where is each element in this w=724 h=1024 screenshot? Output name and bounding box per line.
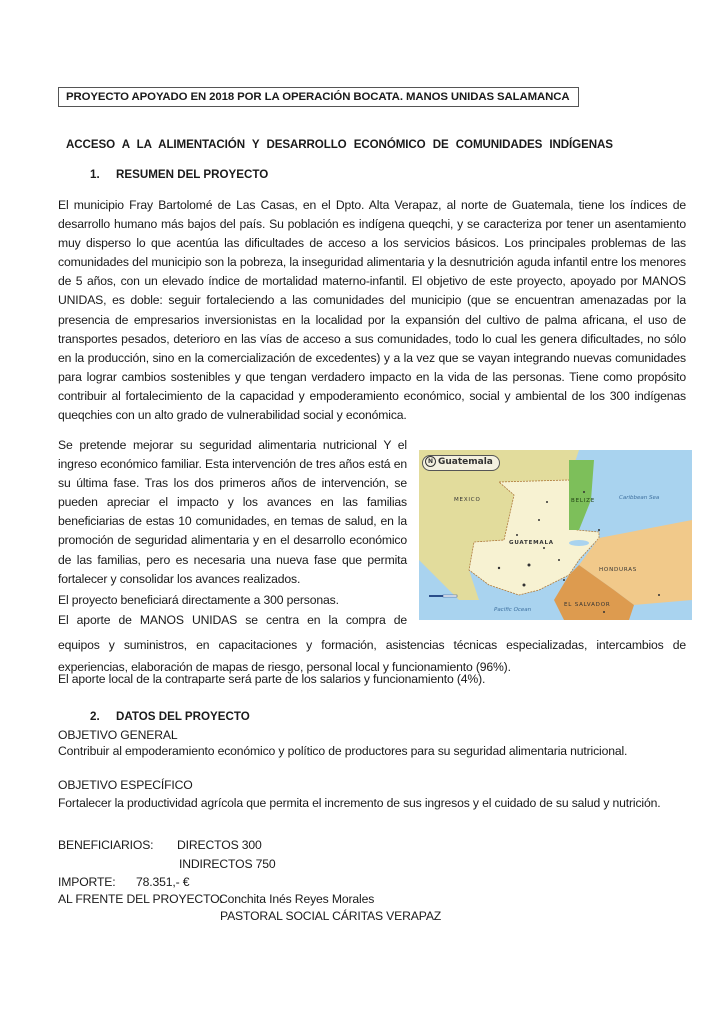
importe-value: 78.351,- €: [136, 875, 190, 889]
objetivo-especifico-text: Fortalecer la productividad agrícola que permita el incremento de sus ingresos y el cuidado de su salud y nutrición.: [58, 796, 661, 810]
section-2-heading: [90, 709, 250, 725]
guatemala-map: [419, 450, 692, 620]
map-label-honduras: HONDURAS: [599, 567, 638, 573]
map-label-caribbean: Caribbean Sea: [619, 495, 660, 501]
project-title: ACCESO A LA ALIMENTACIÓN Y DESARROLLO ECONÓMICO DE COMUNIDADES INDÍGENAS: [66, 138, 613, 151]
objetivo-general-label: OBJETIVO GENERAL: [58, 728, 178, 742]
summary-paragraph-2: [58, 436, 407, 589]
map-label-el-salvador: EL SALVADOR: [564, 602, 611, 608]
objetivo-especifico-label: OBJETIVO ESPECÍFICO: [58, 778, 193, 792]
map-label-guatemala: GUATEMALA: [509, 540, 554, 546]
north-badge-icon: N: [425, 456, 436, 467]
objetivo-general-text: Contribuir al empoderamiento económico y político de productores para su seguridad alimentaria nutricional.: [58, 744, 628, 758]
summary-paragraph-5: El aporte local de la contraparte será parte de los salarios y funcionamiento (4%).: [58, 672, 486, 686]
section-2-number: 2.: [90, 710, 100, 723]
importe-label: IMPORTE:: [58, 875, 116, 889]
organizacion-name: PASTORAL SOCIAL CÁRITAS VERAPAZ: [220, 909, 442, 923]
summary-paragraph-1: [58, 196, 686, 425]
summary-paragraph-3: El proyecto beneficiará directamente a 300 personas.: [58, 593, 339, 607]
beneficiarios-label: BENEFICIARIOS:: [58, 838, 154, 852]
al-frente-label: AL FRENTE DEL PROYECTO:: [58, 892, 223, 906]
responsable-name: Conchita Inés Reyes Morales: [219, 892, 375, 906]
map-label-belize: BELIZE: [571, 498, 595, 504]
beneficiarios-indirectos: INDIRECTOS 750: [179, 857, 276, 871]
section-1-number: 1.: [90, 168, 100, 181]
contribution-text: equipos y suministros, en capacitaciones y formación, asistencias técnicas especializadas, intercambios de experiencias, elaboración de mapas de riesgo, personal local y funcionamiento (96%).: [58, 638, 686, 674]
section-1-heading: [90, 167, 268, 183]
map-graphic: [419, 450, 692, 620]
map-label-pacific: Pacific Ocean: [494, 607, 532, 613]
map-label-mexico: MEXICO: [454, 497, 481, 503]
section-2-title: DATOS DEL PROYECTO: [116, 710, 250, 723]
section-1-title: RESUMEN DEL PROYECTO: [116, 168, 269, 181]
summary-paragraph-4-start: [58, 611, 407, 630]
summary-text: El municipio Fray Bartolomé de Las Casas, en el Dpto. Alta Verapaz, al norte de Guatemala, tiene los índices de desarrollo humano más bajos del país. Su población es indígena queqchi, y se caracteriza por tener un asentamiento muy disperso lo que acentúa las dificultades de acceso a los servicios básicos. Los principales problemas de las comunidades del municipio son la pobreza, la inseguridad alimentaria y la desnutrición aguda infantil entre los menores de 5 años, con un elevado índice de mortalidad materno-infantil. El objetivo de este proyecto, apoyado por MANOS UNIDAS, es doble: seguir fortaleciendo a las comunidades del municipio (que se encuentran amenazadas por la presencia de empresarios inversionistas en la localidad por la expansión del cultivo de palma africana, el uso de transportes pesados, deterioro en las vías de acceso a sus comunidades, todo lo cual les genera dificultades, no sólo en la producción, sino en la comercialización de excedentes) y a la vez que se vayan integrando nuevas comunidades para lograr cambios sostenibles y que tengan verdadero impacto en la vida de las personas. Tiene como propósito contribuir al fortalecimiento de la capacidad y empoderamiento económico, social y ambiental de los 300 indígenas queqchies con un alto grado de vulnerabilidad social y económica.: [58, 198, 686, 423]
contribution-text-start: El aporte de MANOS UNIDAS se centra en la compra de: [58, 613, 407, 627]
beneficiarios-directos: DIRECTOS 300: [177, 838, 262, 852]
summary-text-2: Se pretende mejorar su seguridad alimentaria nutricional Y el ingreso económico familiar. Esta intervención de tres años está en su última fase. Tras los dos primeros años de intervención, se pueden apreciar el impacto y los avances en las familias beneficiarias de estas 10 comunidades, en temas de salud, en la promoción de seguridad alimentaria y en el desarrollo económico de las familias, pero es necesaria una nueva fase que permita fortalecer y consolidar los avances realizados.: [58, 438, 407, 586]
support-banner: PROYECTO APOYADO EN 2018 POR LA OPERACIÓN BOCATA. MANOS UNIDAS SALAMANCA: [58, 87, 579, 107]
map-title: N Guatemala: [422, 455, 500, 471]
